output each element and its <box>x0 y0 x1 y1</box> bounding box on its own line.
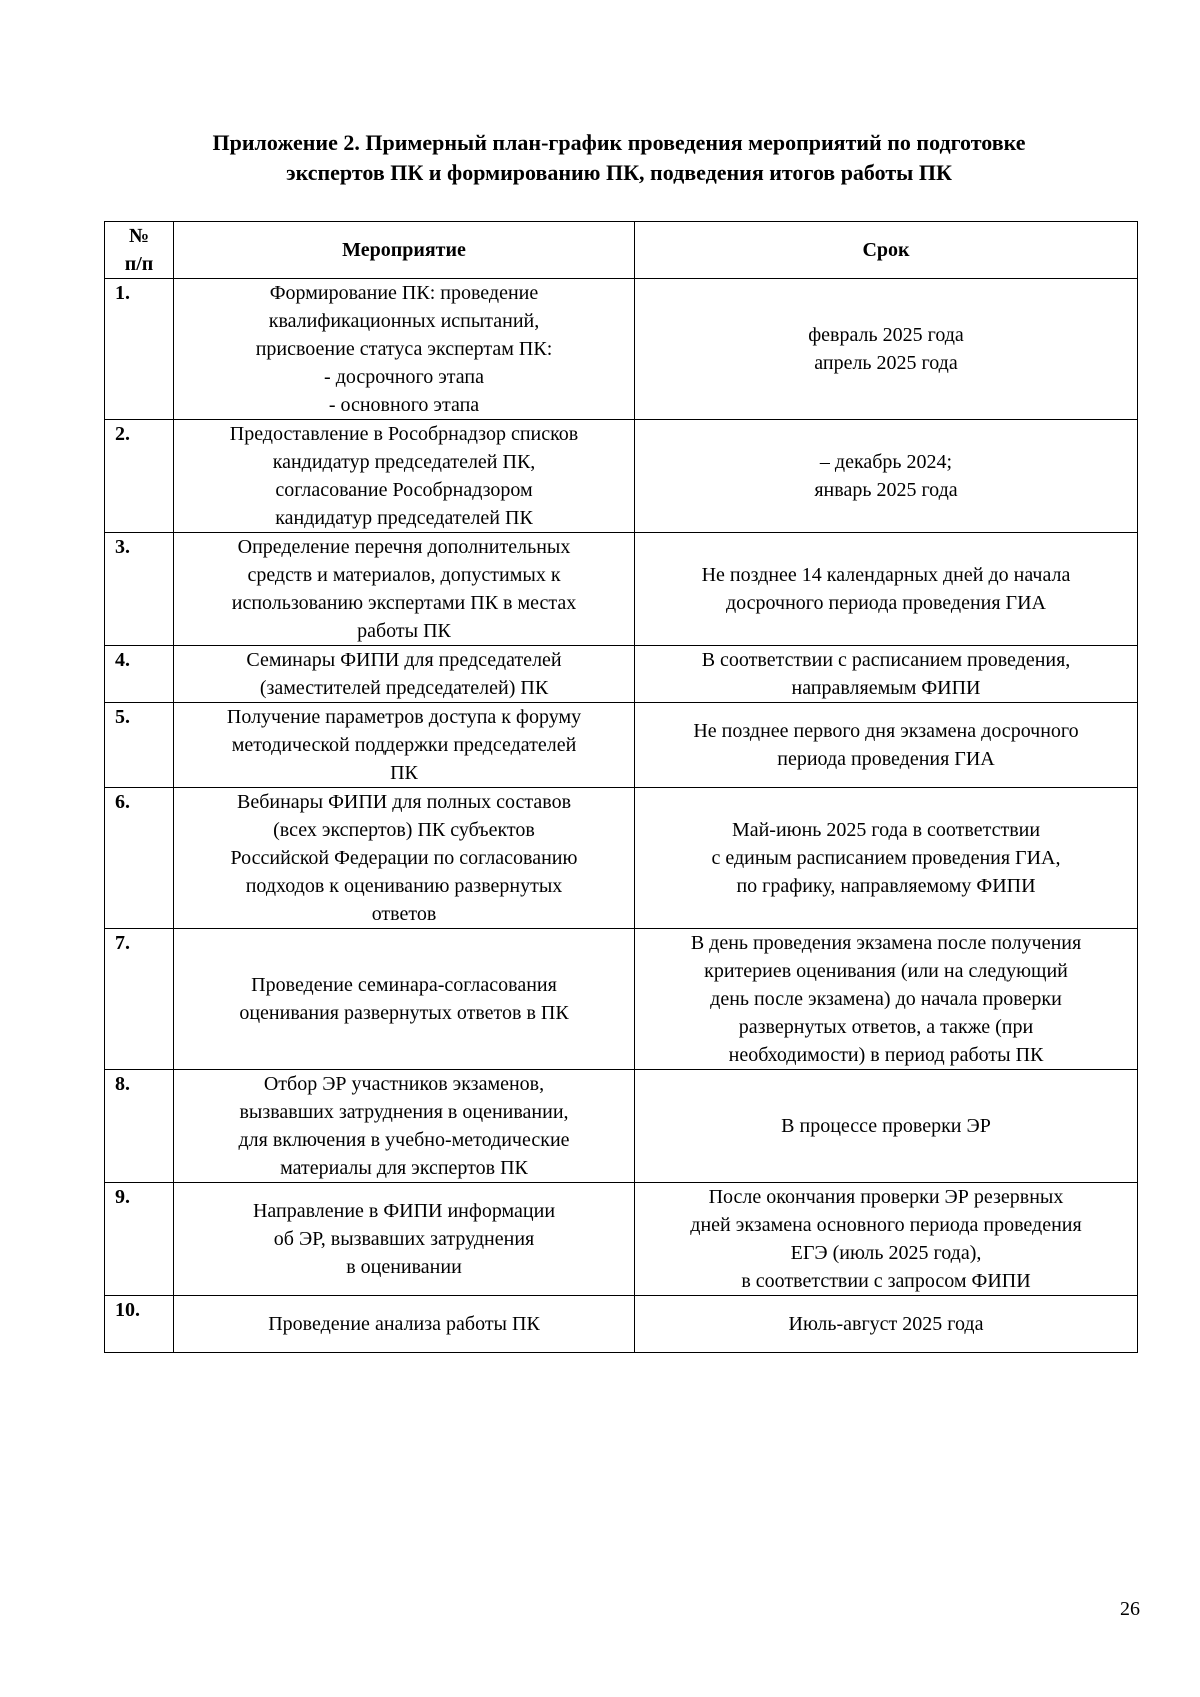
event-text-line: Отбор ЭР участников экзаменов, <box>263 1073 545 1095</box>
event-text-line: работы ПК <box>357 620 451 642</box>
event-text-line: Формирование ПК: проведение <box>269 282 539 304</box>
event-text-line: об ЭР, вызвавших затруднения <box>273 1228 535 1250</box>
event-text-line: Семинары ФИПИ для председателей <box>246 649 562 671</box>
event-text-line: материалы для экспертов ПК <box>280 1157 528 1179</box>
header-event: Мероприятие <box>174 222 635 279</box>
term-cell <box>635 929 1138 1070</box>
term-text-line: Не позднее первого дня экзамена досрочного <box>693 720 1079 742</box>
event-cell <box>174 788 635 929</box>
table-row <box>105 1296 1138 1353</box>
term-text-line: Май-июнь 2025 года в соответствии <box>731 819 1041 841</box>
event-text-line: подходов к оцениванию развернутых <box>245 875 563 897</box>
table-row <box>105 533 1138 646</box>
row-number: 8. <box>105 1070 174 1183</box>
table-row <box>105 420 1138 533</box>
term-text-line: дней экзамена основного периода проведения <box>690 1214 1082 1236</box>
term-text-line: январь 2025 года <box>814 479 958 501</box>
row-number: 2. <box>105 420 174 533</box>
event-text-line: согласование Рособрнадзором <box>275 479 533 501</box>
term-text-line: развернутых ответов, а также (при <box>738 1016 1034 1038</box>
event-text-line: для включения в учебно-методические <box>238 1129 570 1151</box>
event-cell <box>174 646 635 703</box>
event-text-line: Вебинары ФИПИ для полных составов <box>236 791 572 813</box>
term-text-line: В соответствии с расписанием проведения, <box>701 649 1071 671</box>
event-cell <box>174 1296 635 1353</box>
row-number: 10. <box>105 1296 174 1353</box>
term-text-line: досрочного периода проведения ГИА <box>725 592 1046 614</box>
table-row <box>105 1070 1138 1183</box>
term-text-line: Не позднее 14 календарных дней до начала <box>701 564 1071 586</box>
term-cell <box>635 646 1138 703</box>
event-cell <box>174 1070 635 1183</box>
term-cell <box>635 1070 1138 1183</box>
page-number: 26 <box>1120 1598 1140 1620</box>
row-number: 5. <box>105 703 174 788</box>
row-number: 9. <box>105 1183 174 1296</box>
table-row <box>105 788 1138 929</box>
table-body <box>105 279 1138 1353</box>
term-text-line: направляемым ФИПИ <box>791 677 981 699</box>
term-text-line: В день проведения экзамена после получения <box>690 932 1082 954</box>
term-cell <box>635 703 1138 788</box>
event-text-line: Получение параметров доступа к форуму <box>226 706 582 728</box>
term-cell <box>635 1183 1138 1296</box>
event-text-line: Проведение семинара-согласования <box>251 974 557 996</box>
term-text-line: необходимости) в период работы ПК <box>728 1044 1044 1066</box>
table-row <box>105 929 1138 1070</box>
event-cell <box>174 420 635 533</box>
event-text-line: Направление в ФИПИ информации <box>252 1200 556 1222</box>
term-text-line: по графику, направляемому ФИПИ <box>736 875 1036 897</box>
term-text-line: периода проведения ГИА <box>777 748 995 770</box>
header-num-line-2: п/п <box>124 253 154 275</box>
event-text-line: оценивания развернутых ответов в ПК <box>239 1002 569 1024</box>
term-text-line: – декабрь 2024; <box>819 451 953 473</box>
term-text-line: февраль 2025 года <box>808 324 964 346</box>
event-text-line: Определение перечня дополнительных <box>237 536 571 558</box>
table-row <box>105 646 1138 703</box>
term-text-line: Июль-август 2025 года <box>788 1313 984 1335</box>
event-cell <box>174 533 635 646</box>
term-text-line: После окончания проверки ЭР резервных <box>708 1186 1064 1208</box>
event-cell <box>174 703 635 788</box>
header-num <box>105 222 174 279</box>
term-text-line: В процессе проверки ЭР <box>781 1115 991 1137</box>
event-text-line: (заместителей председателей) ПК <box>259 677 549 699</box>
event-text-line: присвоение статуса экспертам ПК: <box>255 338 553 360</box>
term-text-line: в соответствии с запросом ФИПИ <box>741 1270 1031 1292</box>
title-line-1: Приложение 2. Примерный план-график проведения мероприятий по подготовке <box>212 130 1026 155</box>
event-text-line: квалификационных испытаний, <box>268 310 540 332</box>
event-text-line: Проведение анализа работы ПК <box>268 1313 540 1335</box>
row-number: 3. <box>105 533 174 646</box>
term-text-line: с единым расписанием проведения ГИА, <box>711 847 1061 869</box>
row-number: 7. <box>105 929 174 1070</box>
event-text-line: в оценивании <box>346 1256 462 1278</box>
term-text-line: ЕГЭ (июль 2025 года), <box>790 1242 982 1264</box>
event-text-line: методической поддержки председателей <box>231 734 577 756</box>
table-row <box>105 1183 1138 1296</box>
title-line-2: экспертов ПК и формированию ПК, подведения итогов работы ПК <box>286 160 952 185</box>
table-header-row <box>105 222 1138 279</box>
term-cell <box>635 533 1138 646</box>
event-text-line: вызвавших затруднения в оценивании, <box>239 1101 569 1123</box>
page-title <box>104 128 1134 188</box>
row-number: 1. <box>105 279 174 420</box>
event-text-line: - досрочного этапа <box>324 366 484 388</box>
event-text-line: Предоставление в Рособрнадзор списков <box>229 423 579 445</box>
event-text-line: использованию экспертами ПК в местах <box>231 592 577 614</box>
event-text-line: кандидатур председателей ПК <box>275 507 533 529</box>
table-row <box>105 279 1138 420</box>
event-cell <box>174 1183 635 1296</box>
event-cell <box>174 929 635 1070</box>
term-cell <box>635 420 1138 533</box>
event-text-line: - основного этапа <box>328 394 480 416</box>
event-text-line: кандидатур председателей ПК, <box>272 451 536 473</box>
event-text-line: (всех экспертов) ПК субъектов <box>273 819 535 841</box>
table-row <box>105 703 1138 788</box>
event-text-line: средств и материалов, допустимых к <box>247 564 561 586</box>
plan-schedule-table <box>104 221 1138 1353</box>
event-text-line: ПК <box>390 762 418 784</box>
term-cell <box>635 1296 1138 1353</box>
term-cell <box>635 279 1138 420</box>
term-text-line: апрель 2025 года <box>814 352 958 374</box>
term-text-line: день после экзамена) до начала проверки <box>710 988 1062 1010</box>
header-num-line-1: № <box>128 225 150 247</box>
event-text-line: Российской Федерации по согласованию <box>230 847 578 869</box>
event-cell <box>174 279 635 420</box>
row-number: 6. <box>105 788 174 929</box>
term-text-line: критериев оценивания (или на следующий <box>704 960 1068 982</box>
event-text-line: ответов <box>371 903 437 925</box>
row-number: 4. <box>105 646 174 703</box>
term-cell <box>635 788 1138 929</box>
header-term: Срок <box>635 222 1138 279</box>
